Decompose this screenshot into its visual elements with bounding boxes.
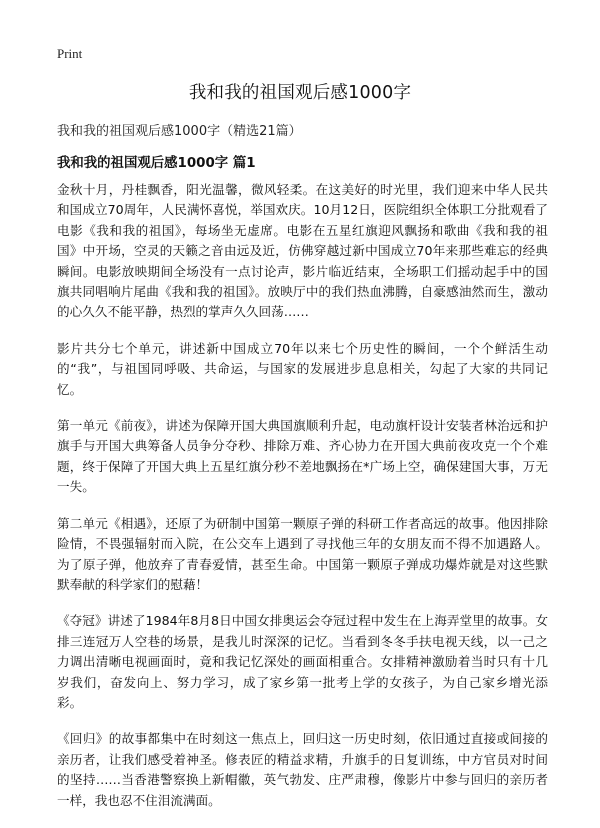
print-link[interactable]: Print <box>57 46 83 61</box>
paragraph-2: 影片共分七个单元，讲述新中国成立70年以来七个历史性的瞬间，一个个鲜活生动的“我”，与祖国同呼吸、共命运，与国家的发展进步息息相关，勾起了大家的共同记忆。 <box>57 340 548 397</box>
paragraph-5: 《夺冠》讲述了1984年8月8日中国女排奥运会夺冠过程中发生在上海弄堂里的故事。女排三连冠万人空巷的场景，是我儿时深深的记忆。当看到冬冬手扶电视天线，以一己之力调出清晰电视画面时，竟和我记忆深处的画面相重合。女排精神激励着当时只有十几岁我们，奋发向上、努力学习，成了家乡第一批考上学的女孩子，为自己家乡增光添彩。 <box>57 613 548 710</box>
paragraph-3: 第一单元《前夜》，讲述为保障开国大典国旗顺利升起，电动旗杆设计安装者林治远和护旗手与开国大典筹备人员争分夺秒、排除万难、齐心协力在开国大典前夜攻克一个个难题，终于保障了开国大典上五星红旗分秒不差地飘扬在*广场上空，确保建国大事，万无一失。 <box>57 418 548 495</box>
document-subtitle: 我和我的祖国观后感1000字（精选21篇） <box>57 124 302 139</box>
paragraph-1: 金秋十月，丹桂飘香，阳光温馨，微风轻柔。在这美好的时光里，我们迎来中华人民共和国成立70周年，人民满怀喜悦，举国欢庆。10月12日，医院组织全体职工分批观看了电影《我和我的祖国》，每场坐无虚席。电影在五星红旗迎风飘扬和歌曲《我和我的祖国》中开场，空灵的天籁之音由远及近，仿佛穿越过新中国成立70年来那些难忘的经典瞬间。电影放映期间全场没有一点讨论声，影片临近结束，全场职工们摇动起手中的国旗共同唱响片尾曲《我和我的祖国》。放映厅中的我们热血沸腾，自豪感油然而生，激动的心久久不能平静，热烈的掌声久久回荡…… <box>57 182 548 320</box>
article-body <box>57 180 548 827</box>
paragraph-4: 第二单元《相遇》，还原了为研制中国第一颗原子弹的科研工作者高远的故事。他因排除险情，不畏强辐射而入院，在公交车上遇到了寻找他三年的女朋友而不得不加遇路人。为了原子弹，他放弃了青春爱情，甚至生命。中国第一颗原子弹成功爆炸就是对这些默默奉献的科学家们的慰藉！ <box>57 515 548 592</box>
paragraph-6: 《回归》的故事都集中在时刻这一焦点上，回归这一历史时刻，依旧通过直接或间接的亲历者，让我们感受着神圣。修表匠的精益求精，升旗手的日复训练，中方官员对时间的坚持……当香港警察换上新帽徽，英气勃发、庄严肃穆，像影片中参与回归的亲历者一样，我也忍不住泪流满面。 <box>57 731 548 808</box>
section-heading: 我和我的祖国观后感1000字 篇1 <box>57 156 256 171</box>
page-title: 我和我的祖国观后感1000字 <box>188 83 412 103</box>
